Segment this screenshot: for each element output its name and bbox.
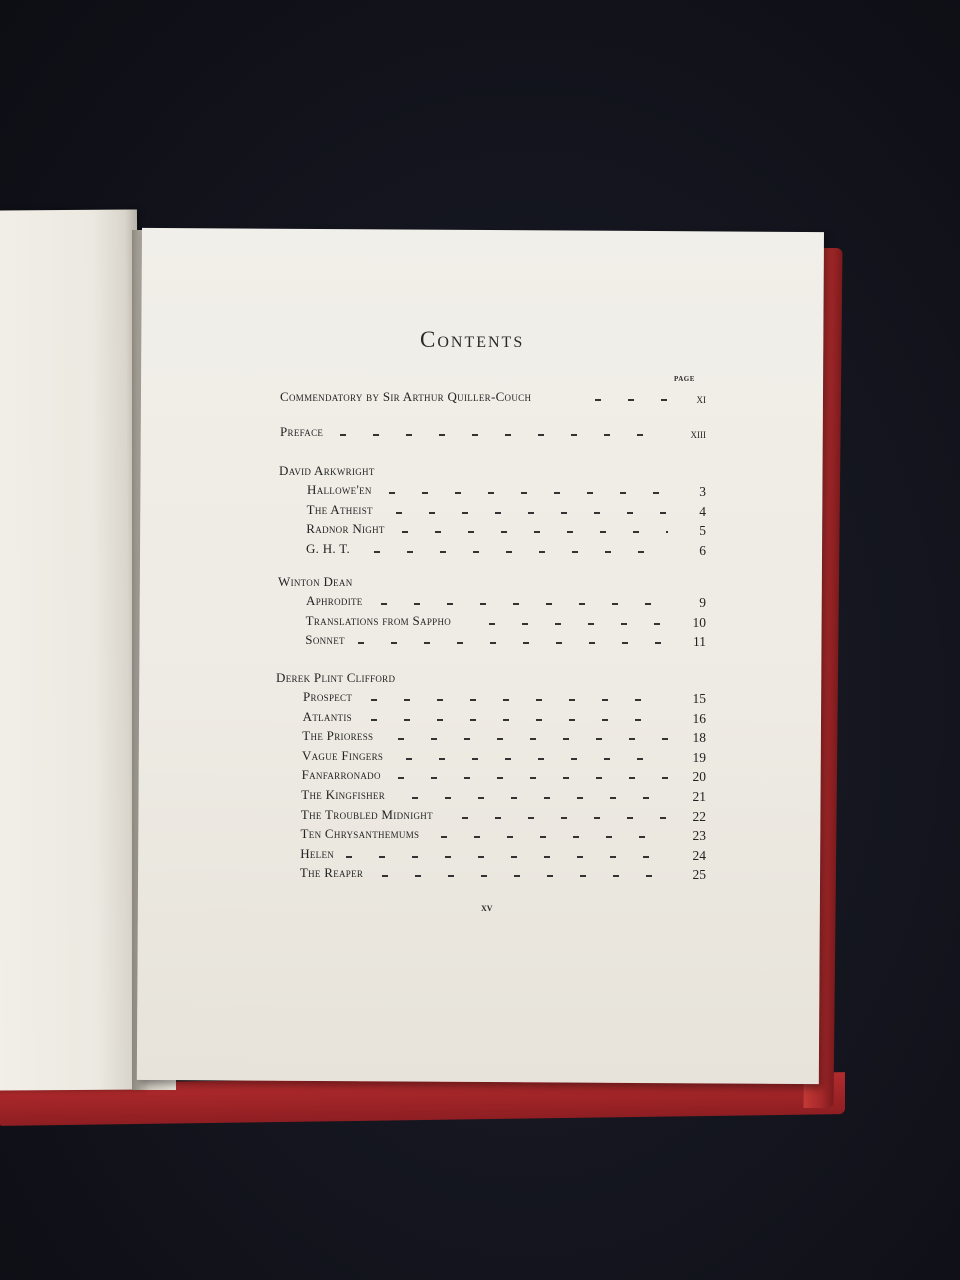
- dot-leader: [462, 817, 668, 819]
- toc-entry-page: 4: [699, 503, 706, 519]
- toc-entry-title: Commendatory by Sir Arthur Quiller-Couch: [280, 389, 532, 404]
- toc-entry-title: Hallowe'en: [307, 482, 372, 497]
- toc-entry-title: Aphrodite: [306, 593, 363, 608]
- toc-entry-title: The Atheist: [306, 501, 373, 517]
- toc-entry-page: 25: [692, 867, 706, 883]
- toc-entry-page: 19: [692, 749, 706, 765]
- contents-page: [137, 228, 824, 1084]
- section-author: David Arkwright: [279, 463, 375, 478]
- toc-entry-page: 18: [692, 730, 706, 746]
- toc-entry-page: 10: [692, 614, 706, 630]
- toc-entry-page: 20: [692, 769, 706, 785]
- dot-leader: [346, 856, 668, 858]
- toc-entry-title: Sonnet: [305, 632, 345, 648]
- toc-entry-page: 6: [699, 542, 706, 558]
- section-author: Derek Plint Clifford: [276, 670, 396, 685]
- dot-leader: [382, 875, 668, 877]
- dot-leader: [340, 434, 668, 436]
- toc-entry-page: xiii: [690, 426, 706, 441]
- dot-leader: [371, 719, 668, 721]
- dot-leader: [381, 603, 668, 605]
- dot-leader: [406, 758, 668, 760]
- dot-leader: [402, 531, 668, 533]
- dot-leader: [371, 699, 668, 701]
- dot-leader: [489, 623, 668, 625]
- left-page: [0, 209, 143, 1090]
- toc-entry-page: 24: [692, 847, 706, 863]
- toc-entry-title: Prospect: [303, 689, 353, 704]
- toc-entry-title: G. H. T.: [305, 540, 351, 556]
- toc-entry-title: The Troubled Midnight: [300, 806, 433, 822]
- toc-entry-title: The Prioress: [302, 728, 374, 744]
- toc-entry-page: xi: [696, 391, 706, 406]
- dot-leader: [358, 642, 668, 644]
- dot-leader: [595, 399, 668, 401]
- dot-leader: [374, 551, 668, 553]
- dot-leader: [396, 512, 668, 514]
- toc-entry-title: Radnor Night: [306, 521, 385, 537]
- toc-entry-title: The Kingfisher: [301, 787, 386, 802]
- page-folio: xv: [481, 902, 493, 914]
- dot-leader: [398, 738, 668, 740]
- toc-entry-title: Atlantis: [302, 708, 352, 724]
- toc-entry-page: 15: [692, 691, 706, 706]
- toc-entry-title: Ten Chrysanthemums: [300, 826, 420, 842]
- toc-entry-title: Preface: [280, 424, 324, 439]
- dot-leader: [441, 836, 668, 838]
- toc-entry-title: Translations from Sappho: [305, 612, 452, 628]
- dot-leader: [412, 797, 668, 799]
- toc-entry-page: 5: [699, 523, 706, 539]
- toc-entry-title: Helen: [300, 845, 335, 861]
- page-column-label: page: [674, 374, 695, 384]
- toc-entry-title: The Reaper: [299, 865, 364, 881]
- toc-entry-page: 23: [692, 828, 706, 844]
- toc-entry-page: 11: [693, 634, 706, 650]
- toc-entry-page: 22: [692, 808, 706, 824]
- dot-leader: [398, 777, 668, 779]
- section-author: Winton Dean: [278, 574, 353, 589]
- toc-entry-title: Vague Fingers: [301, 747, 384, 763]
- dot-leader: [389, 492, 668, 494]
- toc-entry-page: 16: [692, 710, 706, 726]
- toc-entry-page: 3: [699, 484, 706, 499]
- toc-entry-page: 9: [699, 595, 706, 610]
- toc-entry-page: 21: [692, 789, 706, 804]
- contents-heading: Contents: [420, 327, 525, 352]
- toc-entry-title: Fanfarronado: [301, 767, 381, 783]
